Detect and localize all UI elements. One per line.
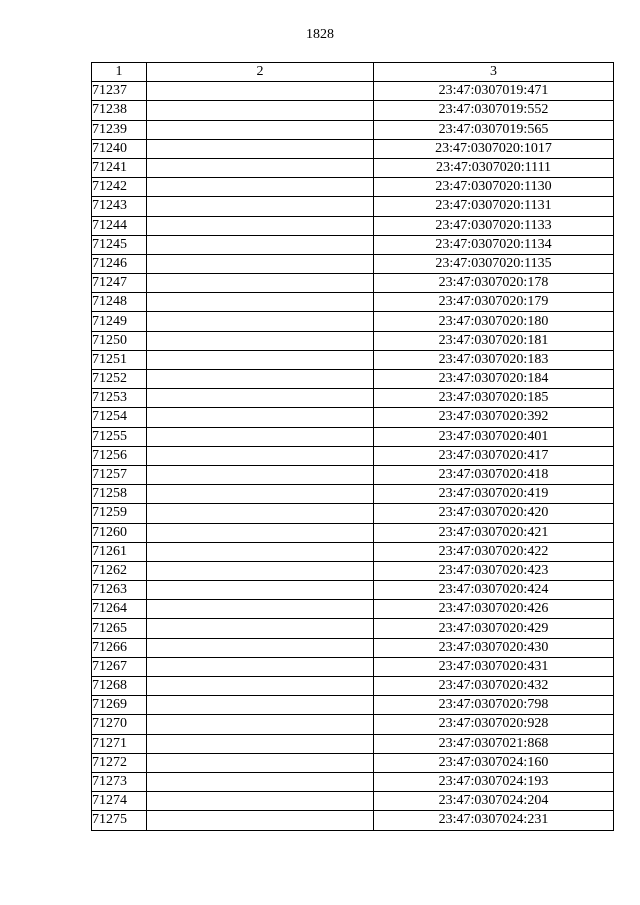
name-cell bbox=[147, 677, 374, 696]
cadastral-number-cell: 23:47:0307019:565 bbox=[374, 120, 614, 139]
row-number-cell: 71245 bbox=[92, 235, 147, 254]
name-cell bbox=[147, 120, 374, 139]
cadastral-number-cell: 23:47:0307024:193 bbox=[374, 772, 614, 791]
row-number-cell: 71268 bbox=[92, 677, 147, 696]
table-header-row bbox=[92, 63, 614, 82]
row-number-cell: 71251 bbox=[92, 350, 147, 369]
table-row bbox=[92, 178, 614, 197]
table-row bbox=[92, 792, 614, 811]
name-cell bbox=[147, 350, 374, 369]
name-cell bbox=[147, 485, 374, 504]
name-cell bbox=[147, 657, 374, 676]
name-cell bbox=[147, 446, 374, 465]
name-cell bbox=[147, 101, 374, 120]
row-number-cell: 71252 bbox=[92, 370, 147, 389]
cadastral-number-cell: 23:47:0307020:419 bbox=[374, 485, 614, 504]
table-row bbox=[92, 427, 614, 446]
row-number-cell: 71256 bbox=[92, 446, 147, 465]
cadastral-number-cell: 23:47:0307020:401 bbox=[374, 427, 614, 446]
row-number-cell: 71273 bbox=[92, 772, 147, 791]
column-header-2: 2 bbox=[147, 63, 374, 82]
table-row bbox=[92, 120, 614, 139]
cadastral-number-cell: 23:47:0307020:1131 bbox=[374, 197, 614, 216]
row-number-cell: 71269 bbox=[92, 696, 147, 715]
name-cell bbox=[147, 178, 374, 197]
name-cell bbox=[147, 254, 374, 273]
cadastral-number-cell: 23:47:0307020:1130 bbox=[374, 178, 614, 197]
cadastral-number-cell: 23:47:0307020:181 bbox=[374, 331, 614, 350]
table-row bbox=[92, 408, 614, 427]
table-row bbox=[92, 101, 614, 120]
cadastral-number-cell: 23:47:0307020:431 bbox=[374, 657, 614, 676]
name-cell bbox=[147, 274, 374, 293]
name-cell bbox=[147, 216, 374, 235]
row-number-cell: 71238 bbox=[92, 101, 147, 120]
name-cell bbox=[147, 638, 374, 657]
name-cell bbox=[147, 753, 374, 772]
cadastral-number-cell: 23:47:0307020:429 bbox=[374, 619, 614, 638]
table-row bbox=[92, 312, 614, 331]
row-number-cell: 71265 bbox=[92, 619, 147, 638]
cadastral-number-cell: 23:47:0307019:471 bbox=[374, 82, 614, 101]
row-number-cell: 71264 bbox=[92, 600, 147, 619]
name-cell bbox=[147, 581, 374, 600]
row-number-cell: 71246 bbox=[92, 254, 147, 273]
table-row bbox=[92, 619, 614, 638]
name-cell bbox=[147, 772, 374, 791]
cadastral-number-cell: 23:47:0307024:231 bbox=[374, 811, 614, 830]
cadastral-number-cell: 23:47:0307020:184 bbox=[374, 370, 614, 389]
row-number-cell: 71249 bbox=[92, 312, 147, 331]
name-cell bbox=[147, 715, 374, 734]
cadastral-number-cell: 23:47:0307019:552 bbox=[374, 101, 614, 120]
table-row bbox=[92, 331, 614, 350]
name-cell bbox=[147, 158, 374, 177]
table-row bbox=[92, 561, 614, 580]
cadastral-number-cell: 23:47:0307020:432 bbox=[374, 677, 614, 696]
cadastral-number-cell: 23:47:0307020:1111 bbox=[374, 158, 614, 177]
name-cell bbox=[147, 197, 374, 216]
table-row bbox=[92, 216, 614, 235]
row-number-cell: 71247 bbox=[92, 274, 147, 293]
table-row bbox=[92, 772, 614, 791]
table-row bbox=[92, 657, 614, 676]
cadastral-number-cell: 23:47:0307020:179 bbox=[374, 293, 614, 312]
table-row bbox=[92, 811, 614, 830]
cadastral-number-cell: 23:47:0307020:798 bbox=[374, 696, 614, 715]
name-cell bbox=[147, 389, 374, 408]
cadastral-number-cell: 23:47:0307020:424 bbox=[374, 581, 614, 600]
cadastral-number-cell: 23:47:0307020:1133 bbox=[374, 216, 614, 235]
name-cell bbox=[147, 82, 374, 101]
table-row bbox=[92, 523, 614, 542]
table-row bbox=[92, 235, 614, 254]
row-number-cell: 71244 bbox=[92, 216, 147, 235]
name-cell bbox=[147, 696, 374, 715]
row-number-cell: 71263 bbox=[92, 581, 147, 600]
table-row bbox=[92, 274, 614, 293]
name-cell bbox=[147, 235, 374, 254]
row-number-cell: 71272 bbox=[92, 753, 147, 772]
name-cell bbox=[147, 734, 374, 753]
name-cell bbox=[147, 331, 374, 350]
row-number-cell: 71242 bbox=[92, 178, 147, 197]
table-row bbox=[92, 82, 614, 101]
registry-table bbox=[91, 62, 614, 831]
table-row bbox=[92, 139, 614, 158]
row-number-cell: 71266 bbox=[92, 638, 147, 657]
row-number-cell: 71248 bbox=[92, 293, 147, 312]
cadastral-number-cell: 23:47:0307020:185 bbox=[374, 389, 614, 408]
table-row bbox=[92, 370, 614, 389]
row-number-cell: 71261 bbox=[92, 542, 147, 561]
table-row bbox=[92, 465, 614, 484]
cadastral-number-cell: 23:47:0307021:868 bbox=[374, 734, 614, 753]
name-cell bbox=[147, 523, 374, 542]
cadastral-number-cell: 23:47:0307020:1017 bbox=[374, 139, 614, 158]
table-row bbox=[92, 677, 614, 696]
table-row bbox=[92, 158, 614, 177]
row-number-cell: 71260 bbox=[92, 523, 147, 542]
row-number-cell: 71250 bbox=[92, 331, 147, 350]
column-header-3: 3 bbox=[374, 63, 614, 82]
table-row bbox=[92, 485, 614, 504]
table-body bbox=[92, 82, 614, 830]
page-number: 1828 bbox=[306, 27, 334, 42]
row-number-cell: 71267 bbox=[92, 657, 147, 676]
table-row bbox=[92, 753, 614, 772]
name-cell bbox=[147, 561, 374, 580]
name-cell bbox=[147, 139, 374, 158]
name-cell bbox=[147, 293, 374, 312]
cadastral-number-cell: 23:47:0307020:1135 bbox=[374, 254, 614, 273]
cadastral-number-cell: 23:47:0307020:420 bbox=[374, 504, 614, 523]
name-cell bbox=[147, 504, 374, 523]
table-row bbox=[92, 197, 614, 216]
name-cell bbox=[147, 465, 374, 484]
table-row bbox=[92, 504, 614, 523]
cadastral-number-cell: 23:47:0307020:180 bbox=[374, 312, 614, 331]
column-header-1: 1 bbox=[92, 63, 147, 82]
cadastral-number-cell: 23:47:0307024:204 bbox=[374, 792, 614, 811]
row-number-cell: 71243 bbox=[92, 197, 147, 216]
row-number-cell: 71241 bbox=[92, 158, 147, 177]
cadastral-number-cell: 23:47:0307020:430 bbox=[374, 638, 614, 657]
cadastral-number-cell: 23:47:0307020:183 bbox=[374, 350, 614, 369]
table-row bbox=[92, 389, 614, 408]
table-row bbox=[92, 254, 614, 273]
cadastral-number-cell: 23:47:0307020:178 bbox=[374, 274, 614, 293]
row-number-cell: 71255 bbox=[92, 427, 147, 446]
row-number-cell: 71253 bbox=[92, 389, 147, 408]
row-number-cell: 71237 bbox=[92, 82, 147, 101]
cadastral-number-cell: 23:47:0307020:426 bbox=[374, 600, 614, 619]
name-cell bbox=[147, 619, 374, 638]
row-number-cell: 71240 bbox=[92, 139, 147, 158]
table-row bbox=[92, 446, 614, 465]
cadastral-number-cell: 23:47:0307020:392 bbox=[374, 408, 614, 427]
name-cell bbox=[147, 427, 374, 446]
cadastral-number-cell: 23:47:0307020:422 bbox=[374, 542, 614, 561]
name-cell bbox=[147, 542, 374, 561]
row-number-cell: 71259 bbox=[92, 504, 147, 523]
cadastral-number-cell: 23:47:0307020:423 bbox=[374, 561, 614, 580]
table-row bbox=[92, 734, 614, 753]
row-number-cell: 71254 bbox=[92, 408, 147, 427]
cadastral-number-cell: 23:47:0307020:418 bbox=[374, 465, 614, 484]
row-number-cell: 71258 bbox=[92, 485, 147, 504]
table-row bbox=[92, 696, 614, 715]
row-number-cell: 71270 bbox=[92, 715, 147, 734]
table-row bbox=[92, 350, 614, 369]
table-row bbox=[92, 293, 614, 312]
cadastral-number-cell: 23:47:0307020:421 bbox=[374, 523, 614, 542]
name-cell bbox=[147, 792, 374, 811]
table-row bbox=[92, 581, 614, 600]
cadastral-number-cell: 23:47:0307020:417 bbox=[374, 446, 614, 465]
cadastral-number-cell: 23:47:0307020:928 bbox=[374, 715, 614, 734]
cadastral-number-cell: 23:47:0307024:160 bbox=[374, 753, 614, 772]
name-cell bbox=[147, 811, 374, 830]
row-number-cell: 71239 bbox=[92, 120, 147, 139]
name-cell bbox=[147, 600, 374, 619]
row-number-cell: 71275 bbox=[92, 811, 147, 830]
row-number-cell: 71262 bbox=[92, 561, 147, 580]
table-row bbox=[92, 542, 614, 561]
table-row bbox=[92, 638, 614, 657]
table-row bbox=[92, 715, 614, 734]
row-number-cell: 71271 bbox=[92, 734, 147, 753]
row-number-cell: 71274 bbox=[92, 792, 147, 811]
name-cell bbox=[147, 312, 374, 331]
name-cell bbox=[147, 408, 374, 427]
row-number-cell: 71257 bbox=[92, 465, 147, 484]
cadastral-number-cell: 23:47:0307020:1134 bbox=[374, 235, 614, 254]
name-cell bbox=[147, 370, 374, 389]
table-row bbox=[92, 600, 614, 619]
